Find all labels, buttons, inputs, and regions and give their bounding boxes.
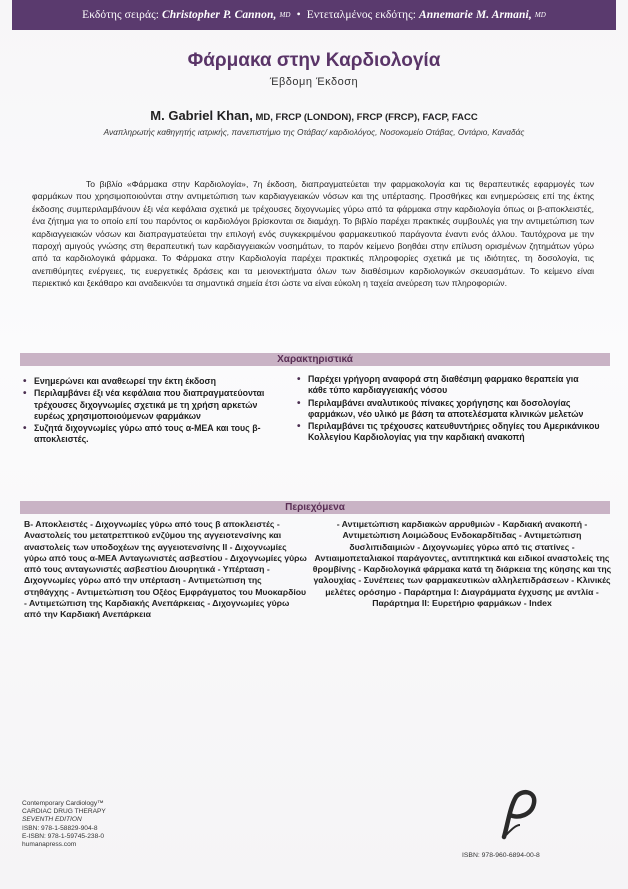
intro-paragraph: Το βιβλίο «Φάρμακα στην Καρδιολογία», 7η έκδοση, διαπραγματεύεται την φαρμακολογία και τις θεραπευτικές εφαρμογές των φαρμάκων που χρησιμοποιούνται στην αντιμετώπιση των καρδιαγγειακών νόσων και της υπέρτασης. Προσθήκες και ενημερώσεις επί της έκτης έκδοσης συμπεριλαμβάνουν έξι νέα κεφάλαια σχετικά με τρέχουσες διχογνωμίες γύρω από τα φάρμακα στην καρδιολογία όπως οι β-αποκλειστές, ένα ζήτημα για το οποίο επί του παρόντος οι καρδιολόγοι βρίσκονται σε διαμάχη. Το βιβλίο παρέχει πρακτικές συμβουλές για την αντιμετώπιση των καρδιαγγειακών νόσων και διαπραγματεύεται την επιλογή ενός συγκεκριμένου φαρμακευτικού παράγοντα έναντι ενός άλλου. Ταυτόχρονα με την παροχή αμιγούς γνώσης στη θεραπευτική των καρδιαγγειακών νοσημάτων, το παρόν κείμενο βοηθάει στην επίλυση ορισμένων ζητημάτων γύρω από τα καρδιολογικά φάρμακα. Το Φάρμακα στην Καρδιολογία παρέχει πρακτικές πληροφορίες σχετικά με τις ιδιότητες, τη δοσολογία, τις ανεπιθύμητες ενέργειες, τις ευεργετικές δράσεις και τα μειονεκτήματα όλων των διαθέσιμων καρδιολογικών σκευασμάτων. Το κείμενο είναι περιεκτικό και ξεκάθαρο και αναδεικνύει τα σημαντικά σημεία έτσι ώστε να είναι εύκολη η ταχεία ανεύρεση των πληροφοριών.: [32, 179, 594, 289]
original-eisbn: E-ISBN: 978-1-59745-238-0: [22, 832, 105, 840]
author-affiliation: Αναπληρωτής καθηγητής ιατρικής, πανεπιστήμιο της Οτάβας/ καρδιολόγος, Νοσοκομείο Οτάβας, Οντάριο, Καναδάς: [103, 127, 525, 137]
edition-label: Έβδομη Έκδοση: [269, 76, 359, 88]
assoc-editor-label: Εντεταλμένος εκδότης:: [306, 9, 417, 21]
author-name: M. Gabriel Khan,: [150, 108, 253, 123]
feature-item: • Συζητά διχογνωμίες γύρω από τους α-ΜΕΑ και τους β-αποκλειστές.: [22, 423, 286, 446]
series-editor-name: Christopher P. Cannon,: [162, 9, 277, 21]
feature-item: • Παρέχει γρήγορη αναφορά στη διαθέσιμη φαρμακο θεραπεία για κάθε τύπο καρδιαγγειακής νόσου: [296, 374, 600, 397]
banner-separator: •: [296, 9, 301, 21]
original-book-title: CARDIAC DRUG THERAPY: [22, 808, 106, 816]
author-line: [0, 108, 628, 123]
series-editor-label: Εκδότης σειράς:: [82, 9, 160, 21]
contents-left-column: Β- Αποκλειστές - Διχογνωμίες γύρω από τους β αποκλειστές - Αναστολείς του μετατρεπτικού ενζύμου της αγγειοτενσίνης και αναστολείς των υποδοχέων της αγγειοτενσίνης ΙΙ - Διχογνωμίες γύρω από τους α-ΜΕΑ Ανταγωνιστές ασβεστίου - Διχογνωμίες γύρω από τους ανταγωνιστές ασβεστίου Διουρητικά - Υπέρταση - Διχογνωμίες γύρω από την υπέρταση - Αντιμετώπιση της στηθάγχης - Αντιμετώπιση του Οξέος Εμφράγματος του Μυοκαρδίου - Αντιμετώπιση της Καρδιακής Ανεπάρκειας - Διχογνωμίες γύρω από την Καρδιακή Ανεπάρκεια: [24, 519, 307, 620]
feature-item: • Περιλαμβάνει τις τρέχουσες κατευθυντήριες οδηγίες του Αμερικάνικου Κολλεγίου Καρδιολογίας για την καρδιακή ανακοπή: [296, 421, 600, 444]
contents-heading: Περιεχόμενα: [285, 502, 345, 513]
original-edition: SEVENTH EDITION: [22, 816, 82, 824]
features-heading-bar: [20, 353, 610, 366]
feature-item: • Περιλαμβάνει έξι νέα κεφάλαια που διαπραγματεύονται τρέχουσες διχογνωμίες σχετικά με τη χρήση αρκετών ευρέως χρησιμοποιούμενων φαρμάκων: [22, 388, 286, 422]
feature-item: • Ενημερώνει και αναθεωρεί την έκτη έκδοση: [22, 376, 286, 387]
series-editor-degree: MD: [279, 11, 291, 19]
rotonta-logo-icon: [486, 785, 546, 845]
publisher-site: humanapress.com: [22, 841, 77, 849]
contents-heading-bar: [20, 501, 610, 514]
series-name: Contemporary Cardiology™: [22, 800, 104, 807]
editors-banner: [12, 0, 616, 30]
features-heading: Χαρακτηριστικά: [277, 354, 353, 365]
contents-right-column: - Αντιμετώπιση καρδιακών αρρυθμιών - Καρδιακή ανακοπή - Αντιμετώπιση Λοιμώδους Ενδοκαρδίτιδας - Αντιμετώπιση δυσλιπιδαιμιών - Διχογνωμίες γύρω από τις στατίνες - Αντιαιμοπεταλιακοί παράγοντες, αντιπηκτικά και ειδικοί αναστολείς της θρομβίνης - Καρδιολογικά φάρμακα κατά τη διάρκεια της κύησης και της γαλουχίας - Συνέπειες των φαρμακευτικών αλληλεπιδράσεων - Κλινικές μελέτες ορόσημο - Παράρτημα Ι: Διαγράμματα έγχυσης με αντλία - Παράρτημα ΙΙ: Ευρετήριο φαρμάκων - Index: [312, 519, 612, 609]
assoc-editor-name: Annemarie M. Armani,: [419, 9, 532, 21]
original-edition-info: [22, 800, 222, 849]
assoc-editor-degree: MD: [534, 11, 546, 19]
features-left-column: [22, 376, 286, 447]
book-title: Φάρμακα στην Καρδιολογία: [187, 50, 441, 71]
author-degrees: MD, FRCP (LONDON), FRCP (FRCP), FACP, FACC: [252, 112, 478, 123]
feature-item: • Περιλαμβάνει αναλυτικούς πίνακες χορήγησης και δοσολογίας φαρμάκων, νέο υλικό με βάση τα αποτελέσματα κλινικών μελετών: [296, 398, 600, 421]
greek-edition-isbn: ISBN: 978-960-6894-00-8: [462, 852, 540, 859]
original-isbn: ISBN: 978-1-58829-904-8: [22, 824, 98, 832]
features-right-column: [296, 374, 600, 445]
